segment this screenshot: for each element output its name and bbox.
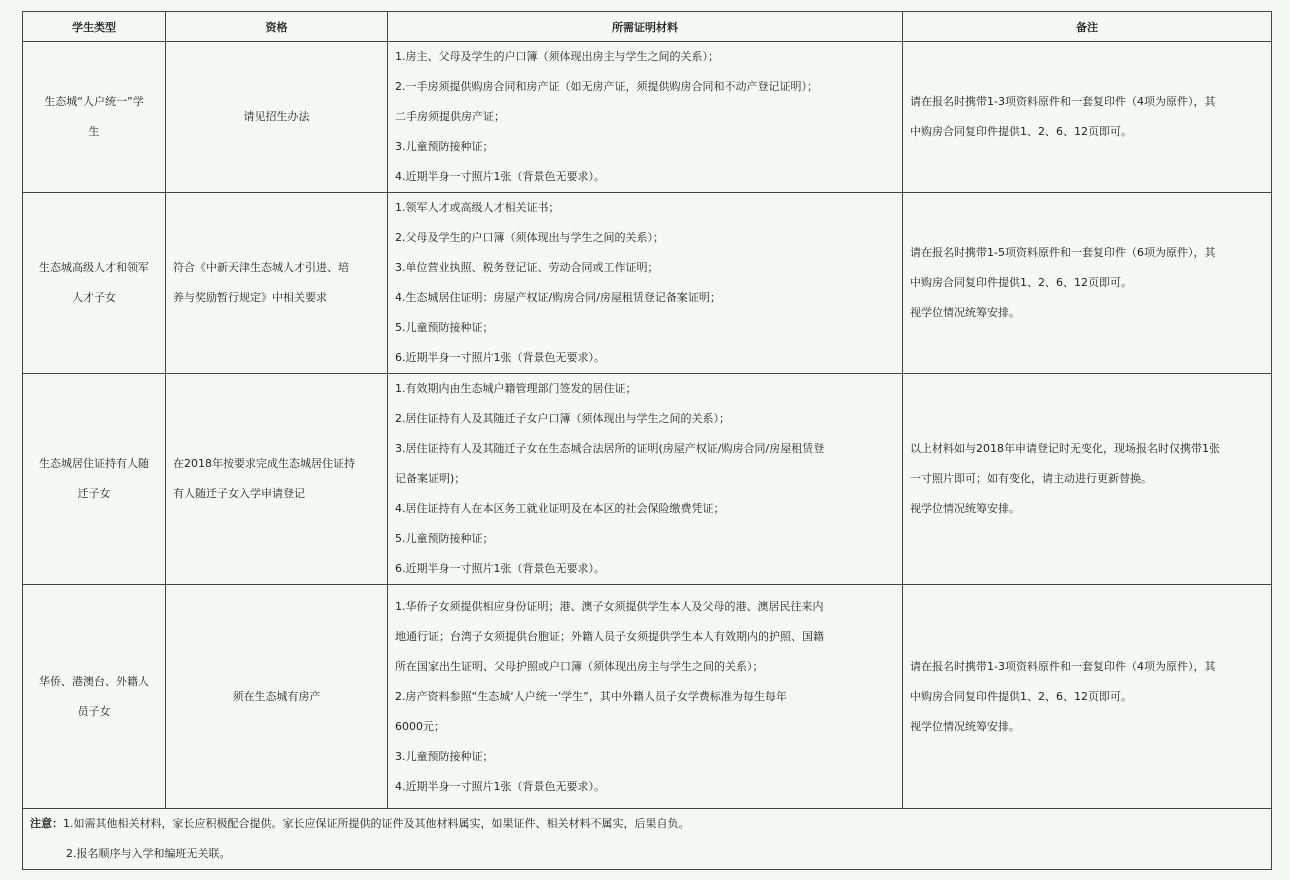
student-type-line: 迁子女 [77,487,111,500]
materials-cell [388,193,903,374]
table-row [23,585,1272,809]
enrollment-requirements-table [22,11,1272,870]
material-item: 3.居住证持有人及其随迁子女在生态城合法居所的证明(房屋产权证/购房合同/房屋租赁登 [395,442,825,455]
qualification-line: 养与奖励暂行规定》中相关要求 [173,291,327,304]
material-item: 4.近期半身一寸照片1张（背景色无要求）。 [395,779,605,793]
remarks-cell [903,42,1272,193]
student-type-line: 生态城高级人才和领军 [39,261,149,274]
remark-line: 视学位情况统筹安排。 [910,306,1020,319]
remark-line: 一寸照片即可；如有变化，请主动进行更新替换。 [910,472,1152,485]
remarks-cell [903,193,1272,374]
material-item: 1.房主、父母及学生的户口簿（须体现出房主与学生之间的关系）； [395,50,719,63]
materials-cell [388,374,903,585]
remark-line: 请在报名时携带1-5项资料原件和一套复印件（6项为原件），其 [910,246,1216,259]
remark-line: 视学位情况统筹安排。 [910,719,1020,733]
material-item: 6.近期半身一寸照片1张（背景色无要求）。 [395,562,605,575]
materials-cell [388,585,903,809]
remark-line: 视学位情况统筹安排。 [910,502,1020,515]
qualification-line: 须在生态城有房产 [232,689,321,703]
table-row [23,374,1272,585]
material-item: 4.居住证持有人在本区务工就业证明及在本区的社会保险缴费凭证； [395,502,725,515]
qualification-line: 在2018年按要求完成生态城居住证持 [173,457,355,470]
remark-line: 中购房合同复印件提供1、2、6、12页即可。 [910,689,1132,703]
qualification-cell [166,42,388,193]
remark-line: 以上材料如与2018年申请登记时无变化，现场报名时仅携带1张 [910,442,1220,455]
material-item: 1.华侨子女须提供相应身份证明；港、澳子女须提供学生本人及父母的港、澳居民往来内 [395,599,824,613]
material-item: 6.近期半身一寸照片1张（背景色无要求）。 [395,351,605,364]
material-item: 2.一手房须提供购房合同和房产证（如无房产证，须提供购房合同和不动产登记证明）； [395,80,818,93]
header-student-type: 学生类型 [23,12,166,42]
qualification-line: 请见招生办法 [243,110,310,123]
qualification-line: 有人随迁子女入学申请登记 [173,487,305,500]
qualification-cell [166,193,388,374]
footnote-line-2: 2.报名顺序与入学和编班无关联。 [66,847,231,860]
footnote-label: 注意： [30,817,63,830]
student-type-cell [23,193,166,374]
materials-cell [388,42,903,193]
student-type-line: 生态城居住证持有人随 [39,457,149,470]
material-item: 1.有效期内由生态城户籍管理部门签发的居住证； [395,382,637,395]
material-item: 2.居住证持有人及其随迁子女户口簿（须体现出与学生之间的关系）； [395,412,730,425]
remark-line: 请在报名时携带1-3项资料原件和一套复印件（4项为原件），其 [910,659,1216,673]
remarks-cell [903,374,1272,585]
material-item: 5.儿童预防接种证； [395,321,494,334]
remark-line: 请在报名时携带1-3项资料原件和一套复印件（4项为原件），其 [910,95,1216,108]
material-item: 4.生态城居住证明：房屋产权证/购房合同/房屋租赁登记备案证明； [395,291,721,304]
footnote-line-1 [30,809,1264,839]
qualification-cell [166,374,388,585]
student-type-line: 生态城“人户统一”学 [44,95,144,108]
material-item: 4.近期半身一寸照片1张（背景色无要求）。 [395,170,605,183]
table-row [23,193,1272,374]
material-item: 所在国家出生证明、父母护照或户口簿（须体现出房主与学生之间的关系）； [395,659,764,673]
remarks-cell [903,585,1272,809]
footnote-row [23,809,1272,870]
student-type-line: 人才子女 [72,291,116,304]
student-type-line: 华侨、港澳台、外籍人 [39,674,149,688]
qualification-cell [166,585,388,809]
material-item: 1.领军人才或高级人才相关证书； [395,201,560,214]
remark-line: 中购房合同复印件提供1、2、6、12页即可。 [910,276,1132,289]
table-header-row [23,12,1272,42]
material-item: 3.儿童预防接种证； [395,749,494,763]
material-item: 3.儿童预防接种证； [395,140,494,153]
material-item: 地通行证；台湾子女须提供台胞证；外籍人员子女须提供学生本人有效期内的护照、国籍 [395,629,824,643]
student-type-cell [23,374,166,585]
header-remarks: 备注 [903,12,1272,42]
student-type-cell [23,585,166,809]
material-item: 2.房产资料参照“生态城‘人户统一’学生”，其中外籍人员子女学费标准为每生每年 [395,689,787,703]
table-row [23,42,1272,193]
student-type-line: 员子女 [77,704,111,718]
remark-line: 中购房合同复印件提供1、2、6、12页即可。 [910,125,1132,138]
material-item: 记备案证明)； [395,472,466,485]
material-item: 5.儿童预防接种证； [395,532,494,545]
student-type-line: 生 [88,125,100,138]
material-item: 6000元； [395,719,445,733]
student-type-cell [23,42,166,193]
header-required-materials: 所需证明材料 [388,12,903,42]
material-item: 3.单位营业执照、税务登记证、劳动合同或工作证明； [395,261,659,274]
qualification-line: 符合《中新天津生态城人才引进、培 [173,261,349,274]
material-item: 2.父母及学生的户口簿（须体现出与学生之间的关系）； [395,231,664,244]
header-qualification: 资格 [166,12,388,42]
footnote-cell [23,809,1272,870]
footnote-text-1: 1.如需其他相关材料，家长应积极配合提供。家长应保证所提供的证件及其他材料属实，如果证件、相关材料不属实，后果自负。 [63,817,690,830]
material-item: 二手房须提供房产证； [395,110,505,123]
